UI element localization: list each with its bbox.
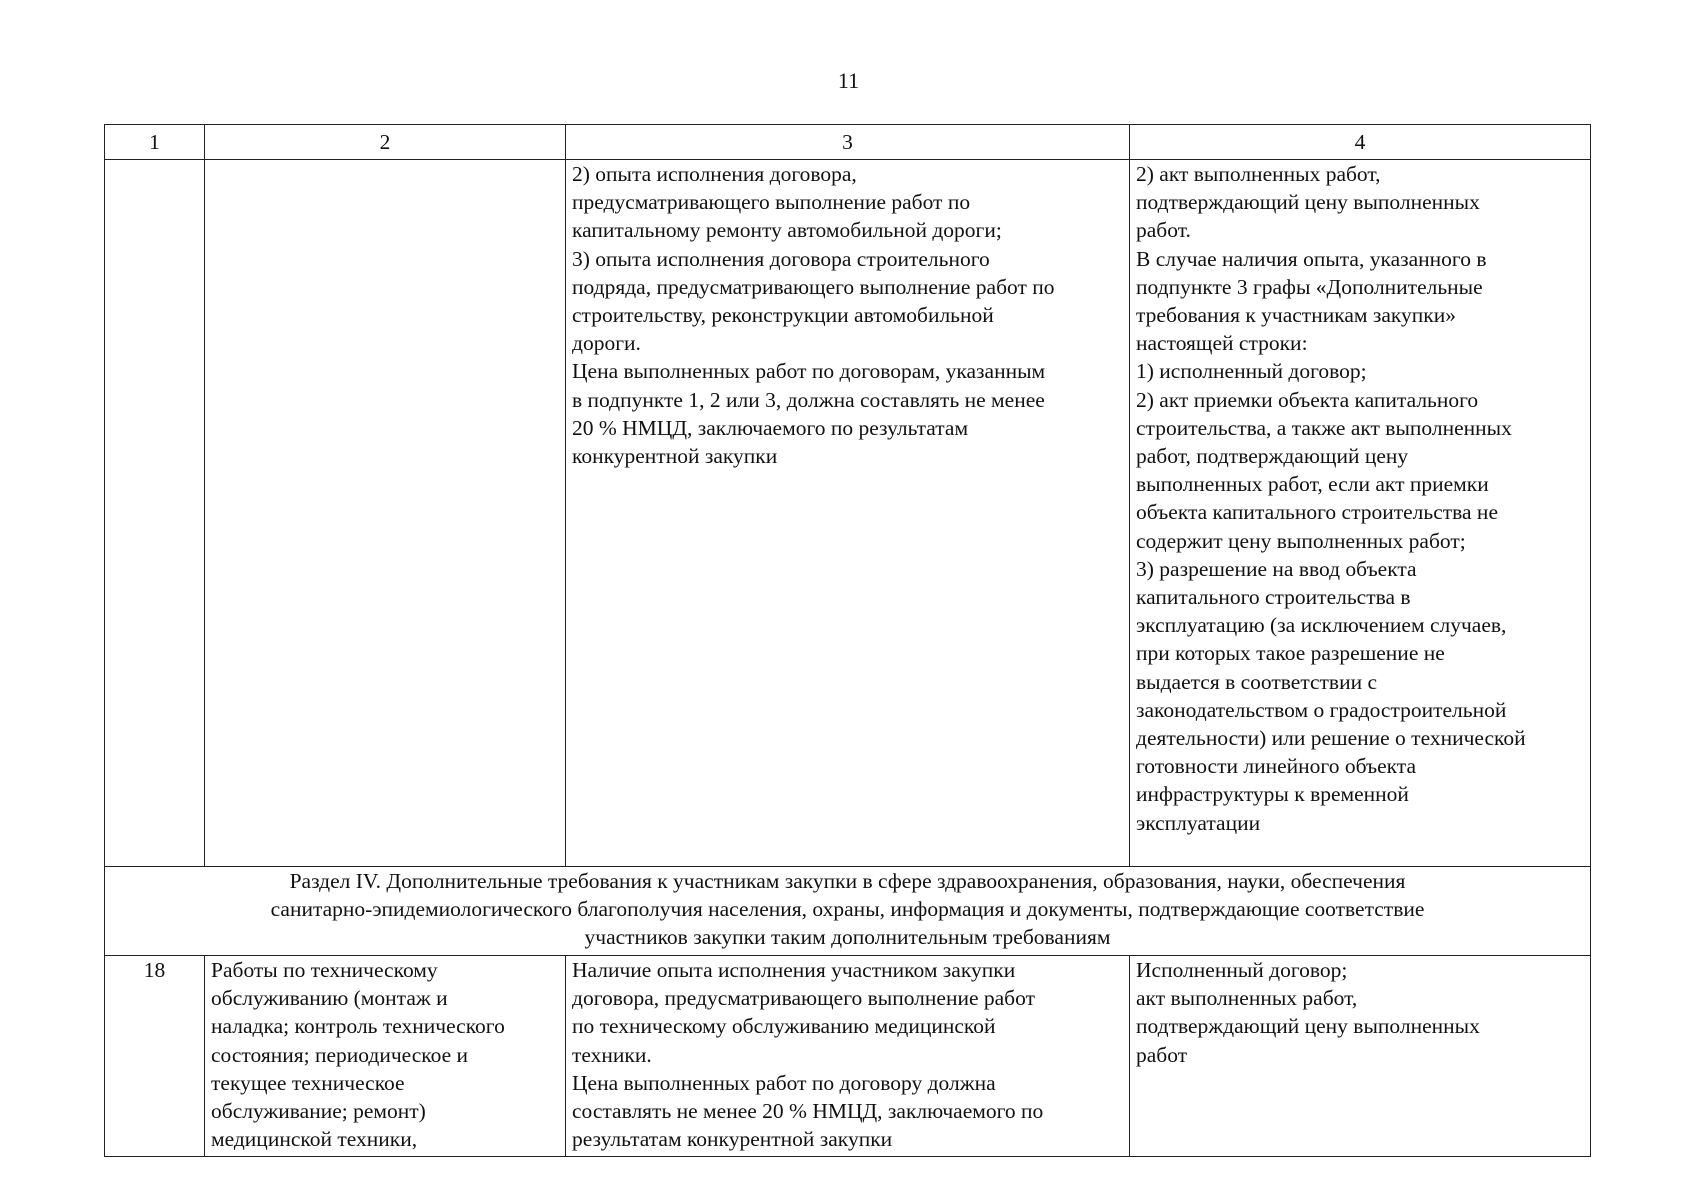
text-line: объекта капитального строительства не: [1136, 500, 1498, 525]
continuation-row: [105, 160, 1591, 867]
text-line: подтверждающий цену выполненных: [1136, 190, 1480, 215]
text-line: законодательством о градостроительной: [1136, 697, 1507, 722]
text-line: строительства, а также акт выполненных: [1136, 415, 1512, 440]
text-line: инфраструктуры к временной: [1136, 782, 1409, 807]
text-line: эксплуатацию (за исключением случаев,: [1136, 613, 1507, 638]
text-line: настоящей строки:: [1136, 331, 1308, 356]
text-line: Цена выполненных работ по договору должна: [572, 1070, 996, 1095]
text-line: выдается в соответствии с: [1136, 669, 1378, 694]
text-line: Цена выполненных работ по договорам, указанным: [572, 359, 1046, 384]
text-line: 2) акт приемки объекта капитального: [1136, 387, 1479, 412]
text-line: Наличие опыта исполнения участником закупки: [572, 958, 1016, 982]
text-line: в подпункте 1, 2 или 3, должна составлять не менее: [572, 387, 1045, 412]
text-line: Исполненный договор;: [1136, 958, 1348, 982]
section-heading: [105, 867, 1591, 956]
text-line: текущее техническое: [211, 1070, 405, 1095]
continuation-cell-documents: [1130, 160, 1591, 867]
text-line: капитальному ремонту автомобильной дороги;: [572, 218, 1002, 243]
text-line: деятельности) или решение о технической: [1136, 726, 1526, 751]
text-line: готовности линейного объекта: [1136, 754, 1417, 779]
text-line: обслуживанию (монтаж и: [211, 986, 448, 1011]
text-line: строительству, реконструкции автомобильной: [572, 303, 994, 328]
header-cell-3: 3: [566, 125, 1130, 160]
text-line: работ: [1136, 1042, 1188, 1067]
header-cell-2: 2: [205, 125, 566, 160]
text-line: 20 % НМЦД, заключаемого по результатам: [572, 415, 969, 440]
text-line: 2) опыта исполнения договора,: [572, 162, 857, 186]
header-cell-1: 1: [105, 125, 205, 160]
section-heading-line: участников закупки таким дополнительным требованиям: [584, 925, 1111, 949]
text-line: медицинской техники,: [211, 1127, 418, 1152]
continuation-cell-work-type: [205, 160, 566, 867]
text-line: содержит цену выполненных работ;: [1136, 528, 1466, 553]
text-line: 2) акт выполненных работ,: [1136, 162, 1381, 186]
row-number: 18: [105, 956, 205, 1157]
text-line: подряда, предусматривающего выполнение работ по: [572, 274, 1055, 299]
text-line: акт выполненных работ,: [1136, 986, 1358, 1011]
table-row-18: [105, 956, 1591, 1157]
page-number: 11: [837, 68, 860, 93]
text-line: подпункте 3 графы «Дополнительные: [1136, 274, 1483, 299]
row-requirements: [566, 956, 1130, 1157]
row-documents: [1130, 956, 1591, 1157]
text-line: наладка; контроль технического: [211, 1014, 505, 1039]
text-line: составлять не менее 20 % НМЦД, заключаемого по: [572, 1099, 1044, 1124]
text-line: 3) разрешение на ввод объекта: [1136, 556, 1417, 581]
text-line: техники.: [572, 1042, 652, 1067]
continuation-cell-requirements: [566, 160, 1130, 867]
text-line: результатам конкурентной закупки: [572, 1127, 893, 1152]
text-line: требования к участникам закупки»: [1136, 303, 1456, 328]
text-line: эксплуатации: [1136, 810, 1261, 835]
text-line: состояния; периодическое и: [211, 1042, 469, 1067]
text-line: Работы по техническому: [211, 958, 438, 982]
text-line: капитального строительства в: [1136, 585, 1411, 610]
row-work-type: [205, 956, 566, 1157]
text-line: обслуживание; ремонт): [211, 1099, 426, 1124]
text-line: работ, подтверждающий цену: [1136, 444, 1409, 469]
text-line: В случае наличия опыта, указанного в: [1136, 246, 1487, 271]
text-line: 3) опыта исполнения договора строительного: [572, 246, 990, 271]
table-header-row: [105, 125, 1591, 160]
text-line: по техническому обслуживанию медицинской: [572, 1014, 996, 1039]
text-line: работ.: [1136, 218, 1191, 243]
continuation-cell-number: [105, 160, 205, 867]
text-line: предусматривающего выполнение работ по: [572, 190, 971, 215]
text-line: подтверждающий цену выполненных: [1136, 1014, 1480, 1039]
text-line: при которых такое разрешение не: [1136, 641, 1445, 666]
section-heading-line: санитарно-эпидемиологического благополучия населения, охраны, информация и документы, подтверждающие соответствие: [270, 897, 1425, 921]
requirements-table: [104, 124, 1591, 1157]
section-heading-line: Раздел IV. Дополнительные требования к участникам закупки в сфере здравоохранения, образования, науки, обеспечения: [289, 869, 1406, 893]
text-line: договора, предусматривающего выполнение работ: [572, 986, 1035, 1011]
text-line: 1) исполненный договор;: [1136, 359, 1367, 384]
section-heading-row: [105, 867, 1591, 956]
text-line: выполненных работ, если акт приемки: [1136, 472, 1489, 497]
header-cell-4: 4: [1130, 125, 1591, 160]
text-line: дороги.: [572, 331, 641, 356]
text-line: конкурентной закупки: [572, 444, 778, 469]
